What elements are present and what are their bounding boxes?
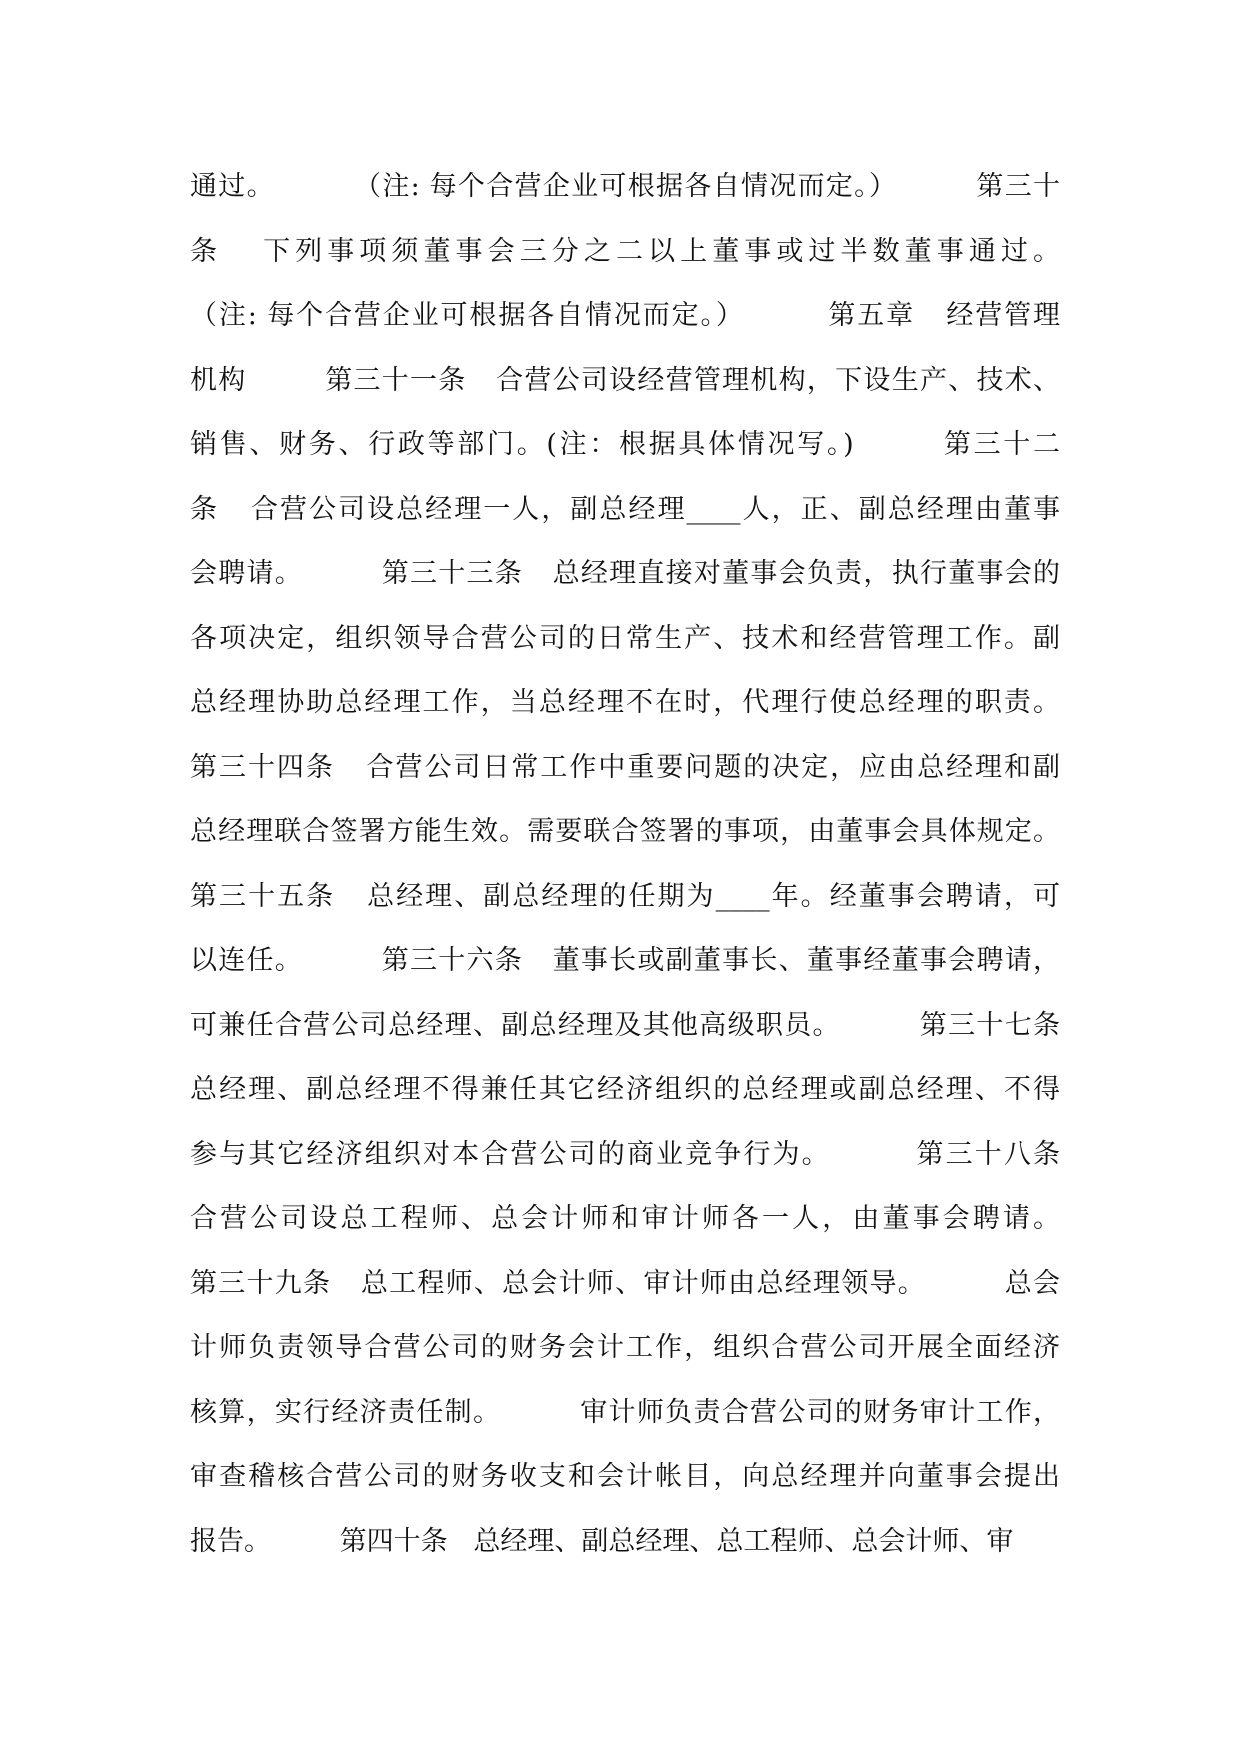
text-line: 机构 第三十一条 合营公司设经营管理机构，下设生产、技术、 — [190, 364, 1060, 396]
text-line: 核算，实行经济责任制。 审计师负责合营公司的财务审计工作， — [190, 1396, 1060, 1428]
text-line: 条 合营公司设总经理一人，副总经理____人，正、副总经理由董事 — [190, 493, 1060, 525]
text-line: 各项决定，组织领导合营公司的日常生产、技术和经营管理工作。副 — [190, 622, 1060, 654]
text-line: 审查稽核合营公司的财务收支和会计帐目，向总经理并向董事会提出 — [190, 1461, 1060, 1492]
text-line: 报告。 第四十条 总经理、副总经理、总工程师、总会计师、审 — [190, 1525, 1014, 1557]
text-line: 参与其它经济组织对本合营公司的商业竞争行为。 第三十八条 — [190, 1138, 1060, 1170]
text-line: 合营公司设总工程师、总会计师和审计师各一人，由董事会聘请。 — [190, 1203, 1060, 1234]
text-line: 条 下列事项须董事会三分之二以上董事或过半数董事通过。 — [190, 235, 1060, 267]
text-line: 第三十五条 总经理、副总经理的任期为____年。经董事会聘请，可 — [190, 880, 1060, 912]
text-line: 总经理协助总经理工作，当总经理不在时，代理行使总经理的职责。 — [190, 687, 1060, 718]
text-line: （注: 每个合营企业可根据各自情况而定。） 第五章 经营管理 — [190, 300, 1060, 331]
text-line: 以连任。 第三十六条 董事长或副董事长、董事经董事会聘请， — [190, 945, 1060, 976]
text-line: 第三十四条 合营公司日常工作中重要问题的决定，应由总经理和副 — [190, 751, 1060, 783]
body-text — [190, 155, 1060, 1574]
text-line: 可兼任合营公司总经理、副总经理及其他高级职员。 第三十七条 — [190, 1009, 1060, 1041]
text-line: 销售、财务、行政等部门。(注：根据具体情况写。) 第三十二 — [190, 429, 1060, 460]
text-line: 计师负责领导合营公司的财务会计工作，组织合营公司开展全面经济 — [190, 1332, 1060, 1363]
text-line: 会聘请。 第三十三条 总经理直接对董事会负责，执行董事会的 — [190, 558, 1060, 589]
text-line: 总经理联合签署方能生效。需要联合签署的事项，由董事会具体规定。 — [190, 816, 1060, 847]
text-line: 总经理、副总经理不得兼任其它经济组织的总经理或副总经理、不得 — [190, 1074, 1060, 1105]
text-line: 通过。 （注: 每个合营企业可根据各自情况而定。） 第三十 — [190, 171, 1060, 202]
text-line: 第三十九条 总工程师、总会计师、审计师由总经理领导。 总会 — [190, 1267, 1060, 1299]
